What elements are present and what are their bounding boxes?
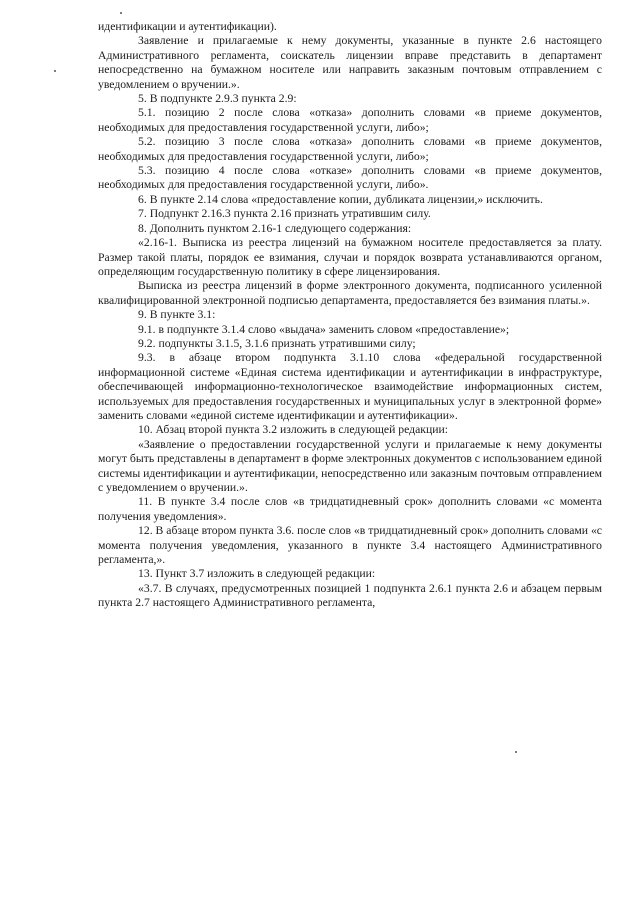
- paragraph: 13. Пункт 3.7 изложить в следующей редакции:: [138, 567, 376, 581]
- paragraph: 9.1. в подпункте 3.1.4 слово «выдача» заменить словом «предоставление»;: [138, 322, 510, 336]
- paragraph: 5. В подпункте 2.9.3 пункта 2.9:: [138, 92, 297, 106]
- paragraph: Заявление и прилагаемые к нему документы, указанные в пункте 2.6 настоящего Административного регламента, соискатель лицензии вправе представить в департамент непосредственно на бумажном носителе или направить заказным почтовым отправлением с уведомлением о вручении.».: [98, 34, 602, 91]
- paragraph: «Заявление о предоставлении государственной услуги и прилагаемые к нему документы могут быть представлены в департамент в форме электронных документов с использованием единой системы идентификации и аутентификации, непосредственно или заказным почтовым отправлением с уведомлением о вручении.».: [98, 437, 602, 494]
- scan-speck: [120, 12, 122, 14]
- paragraph: 10. Абзац второй пункта 3.2 изложить в следующей редакции:: [138, 423, 448, 437]
- paragraph: 9.3. в абзаце втором подпункта 3.1.10 слова «федеральной государственной информационной системе «Единая система идентификации и аутентификации в инфраструктуре, обеспечивающей информационно-технологическое взаимодействие информационных систем, используемых для предоставления государственных и муниципальных услуг в электронной форме» заменить словами «единой системе идентификации и аутентификации».: [98, 351, 602, 422]
- paragraph: 8. Дополнить пунктом 2.16-1 следующего содержания:: [138, 221, 412, 235]
- paragraph: 7. Подпункт 2.16.3 пункта 2.16 признать утратившим силу.: [138, 207, 431, 221]
- document-body: [98, 20, 602, 611]
- paragraph: идентификации и аутентификации).: [98, 20, 277, 33]
- paragraph: «2.16-1. Выписка из реестра лицензий на бумажном носителе предоставляется за плату. Размер такой платы, порядок ее взимания, случаи и порядок возврата устанавливаются органом, определяющим государственную политику в сфере лицензирования.: [98, 236, 602, 278]
- paragraph: 11. В пункте 3.4 после слов «в тридцатидневный срок» дополнить словами «с момента получения уведомления».: [98, 495, 602, 523]
- paragraph: 5.2. позицию 3 после слова «отказа» дополнить словами «в приеме документов, необходимых для предоставления государственной услуги, либо»;: [98, 135, 602, 163]
- paragraph: 5.3. позицию 4 после слова «отказе» дополнить словами «в приеме документов, необходимых для предоставления государственной услуги, либо».: [98, 164, 602, 192]
- paragraph: 5.1. позицию 2 после слова «отказа» дополнить словами «в приеме документов, необходимых для предоставления государственной услуги, либо»;: [98, 106, 602, 134]
- paragraph: 9.2. подпункты 3.1.5, 3.1.6 признать утратившими силу;: [138, 336, 416, 350]
- paragraph: 6. В пункте 2.14 слова «предоставление копии, дубликата лицензии,» исключить.: [138, 192, 543, 206]
- paragraph: Выписка из реестра лицензий в форме электронного документа, подписанного усиленной квалифицированной электронной подписью департамента, предоставляется без взимания платы.».: [98, 279, 602, 307]
- scan-speck: [54, 70, 56, 72]
- paragraph: 12. В абзаце втором пункта 3.6. после слов «в тридцатидневный срок» дополнить словами «с момента получения уведомления, указанного в пункте 3.4 настоящего Административного регламента,».: [98, 524, 602, 567]
- paragraph: 9. В пункте 3.1:: [138, 308, 216, 322]
- scan-speck: [515, 751, 517, 753]
- paragraph: «3.7. В случаях, предусмотренных позицией 1 подпункта 2.6.1 пункта 2.6 и абзацем первым пункта 2.7 настоящего Административного регламента,: [98, 581, 602, 610]
